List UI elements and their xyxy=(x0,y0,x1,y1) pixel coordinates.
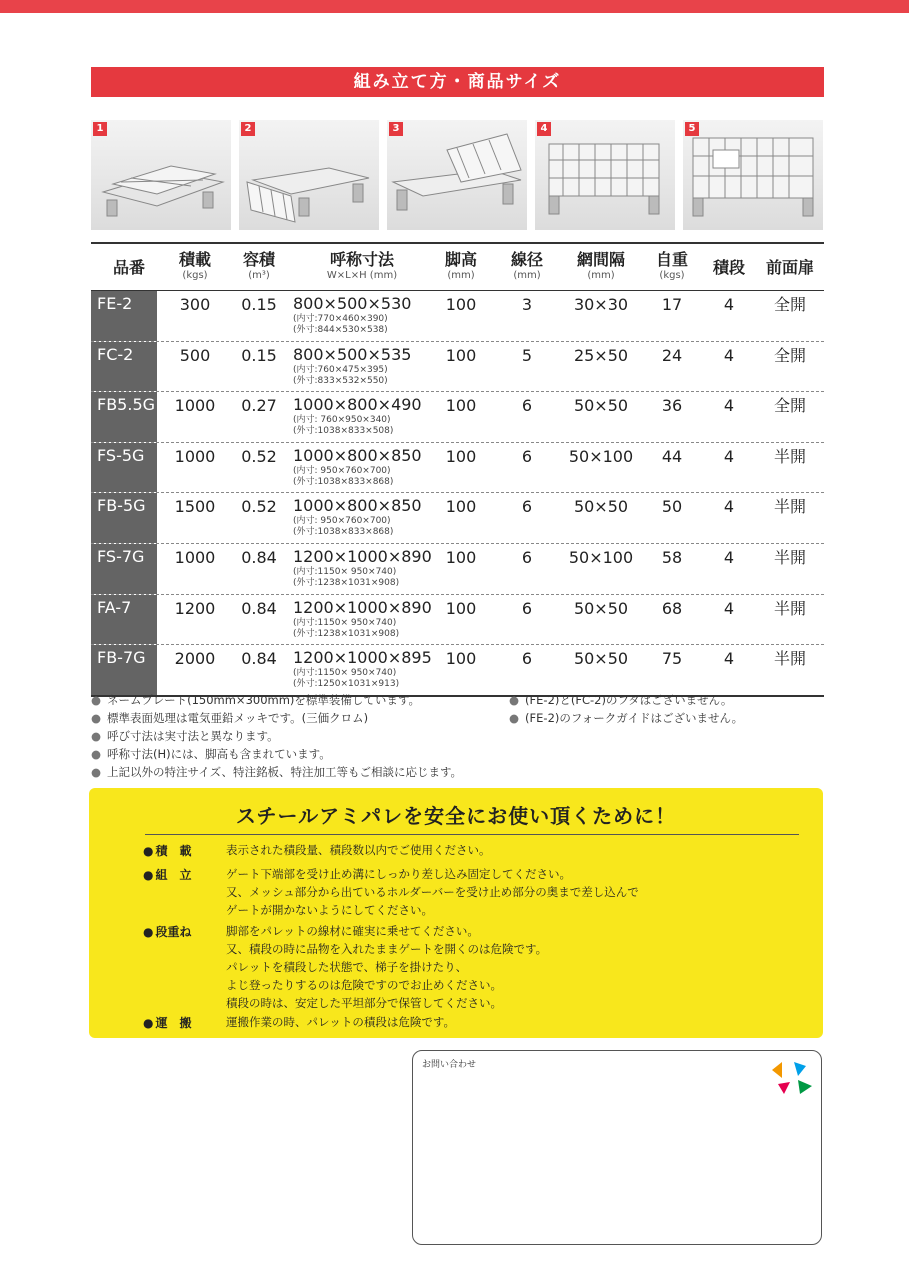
cell-dimensions xyxy=(293,345,411,387)
cell-load: 1500 xyxy=(174,497,216,517)
cell-wire: 6 xyxy=(521,547,533,567)
outer-size: (外寸:1038×833×868) xyxy=(293,527,394,538)
cell-dimensions xyxy=(293,294,411,336)
contact-label: お問い合わせ xyxy=(422,1060,477,1070)
cell-leg: 100 xyxy=(445,497,477,517)
table-row xyxy=(91,595,824,646)
safety-text: 脚部をパレットの線材に確実に乗せてください。 xyxy=(226,924,479,938)
wire-pallet-assembled-image xyxy=(683,120,823,230)
cell-vol: 0.15 xyxy=(241,345,277,365)
cell-dimensions xyxy=(293,496,422,538)
table-row xyxy=(91,493,824,544)
safety-text: ゲート下端部を受け止め溝にしっかり差し込み固定してください。 xyxy=(226,867,571,881)
outer-size: (外寸:1238×1031×908) xyxy=(293,577,400,588)
cell-mesh: 50×50 xyxy=(573,497,629,517)
cell-weight: 68 xyxy=(661,598,683,618)
safety-label-assembly: ● 組 立 xyxy=(143,866,192,883)
cell-wire: 6 xyxy=(521,649,533,669)
inner-size: (内寸:1150× 950×740) xyxy=(293,668,397,679)
product-code: FC-2 xyxy=(91,342,157,392)
safety-text: 表示された積段量、積段数以内でご使用ください。 xyxy=(226,843,491,857)
cell-mesh: 50×100 xyxy=(568,547,634,567)
table-header xyxy=(91,242,824,291)
cell-vol: 0.52 xyxy=(241,497,277,517)
header-front-door: 前面扉 xyxy=(765,258,814,277)
cell-load: 2000 xyxy=(174,649,216,669)
assembly-steps xyxy=(91,120,824,230)
cell-load: 500 xyxy=(179,345,211,365)
cell-wire: 3 xyxy=(521,295,533,314)
cell-weight: 50 xyxy=(661,497,683,517)
cell-vol: 0.84 xyxy=(241,598,277,618)
safety-label-stacking: ● 段重ね xyxy=(143,923,192,940)
nominal-size: 1200×1000×890 xyxy=(293,597,432,617)
cell-weight: 58 xyxy=(661,547,683,567)
safety-text: 積段の時は、安定した平坦部分で保管してください。 xyxy=(226,996,502,1010)
table-row xyxy=(91,544,824,595)
table-row xyxy=(91,342,824,393)
cell-weight: 24 xyxy=(661,345,683,365)
cell-load: 1000 xyxy=(174,547,216,567)
inner-size: (内寸:1150× 950×740) xyxy=(293,617,397,628)
cell-wire: 6 xyxy=(521,598,533,618)
step-image-3 xyxy=(387,120,527,230)
header-stack: 積段 xyxy=(712,258,745,277)
safety-text: パレットを積段した状態で、梯子を掛けたり、 xyxy=(226,960,468,974)
inner-size: (内寸:760×475×395) xyxy=(293,364,388,375)
cell-stack: 4 xyxy=(723,497,735,517)
safety-text: ゲートが開かないようにしてください。 xyxy=(226,903,433,917)
nominal-size: 1000×800×850 xyxy=(293,445,422,465)
cell-vol: 0.84 xyxy=(241,649,277,669)
cell-wire: 5 xyxy=(521,345,533,365)
header-load: 積載 (kgs) xyxy=(178,250,211,281)
cell-door: 全開 xyxy=(773,396,806,416)
cell-leg: 100 xyxy=(445,295,477,314)
cell-weight: 44 xyxy=(661,446,683,466)
safety-text: 運搬作業の時、パレットの積段は危険です。 xyxy=(226,1015,455,1029)
cell-load: 1200 xyxy=(174,598,216,618)
cell-wire: 6 xyxy=(521,446,533,466)
cell-door: 半開 xyxy=(773,446,806,466)
header-code: 品番 xyxy=(112,258,145,277)
step-number: 2 xyxy=(241,122,255,136)
product-code: FB-7G xyxy=(91,645,157,695)
cell-weight: 17 xyxy=(661,295,683,314)
header-leg-height: 脚高 (mm) xyxy=(444,250,477,281)
cell-stack: 4 xyxy=(723,396,735,416)
cell-mesh: 50×50 xyxy=(573,649,629,669)
table-row xyxy=(91,392,824,443)
outer-size: (外寸:1250×1031×913) xyxy=(293,679,400,690)
cell-leg: 100 xyxy=(445,547,477,567)
table-row xyxy=(91,443,824,494)
outer-size: (外寸:833×532×550) xyxy=(293,375,388,386)
note-item: ● 呼称寸法(H)には、脚高も含まれています。 xyxy=(91,746,331,762)
cell-vol: 0.52 xyxy=(241,446,277,466)
spec-table xyxy=(91,242,824,697)
cell-dimensions xyxy=(293,598,432,640)
note-item: ● 標準表面処理は電気亜鉛メッキです。(三価クロム) xyxy=(91,710,368,726)
step-number: 3 xyxy=(389,122,403,136)
cell-weight: 75 xyxy=(661,649,683,669)
section-banner: 組み立て方・商品サイズ xyxy=(91,67,824,97)
step-image-4 xyxy=(535,120,675,230)
note-item: ● 上記以外の特注サイズ、特注銘板、特注加工等もご相談に応じます。 xyxy=(91,764,462,780)
cell-door: 半開 xyxy=(773,649,806,669)
cell-leg: 100 xyxy=(445,446,477,466)
cell-stack: 4 xyxy=(723,345,735,365)
step-image-1 xyxy=(91,120,231,230)
safety-label-load: ● 積 載 xyxy=(143,842,192,859)
safety-text: よじ登ったりするのは危険ですのでお止めください。 xyxy=(226,978,502,992)
header-dimensions: 呼称寸法 W×L×H (mm) xyxy=(326,250,398,281)
inner-size: (内寸: 760×950×340) xyxy=(293,415,391,426)
cell-weight: 36 xyxy=(661,396,683,416)
safety-title: スチールアミパレを安全にお使い頂くために！ xyxy=(235,804,677,828)
cell-mesh: 50×100 xyxy=(568,446,634,466)
header-weight: 自重 (kgs) xyxy=(655,250,688,281)
cell-wire: 6 xyxy=(521,396,533,416)
safety-text: 又、積段の時に品物を入れたままゲートを開くのは危険です。 xyxy=(226,942,548,956)
safety-text: 又、メッシュ部分から出ているホルダーバーを受け止め部分の奥まで差し込んで xyxy=(226,885,639,899)
product-code: FB-5G xyxy=(91,493,157,543)
inner-size: (内寸:1150× 950×740) xyxy=(293,566,397,577)
cell-stack: 4 xyxy=(723,446,735,466)
safety-label-transport: ● 運 搬 xyxy=(143,1014,192,1031)
top-red-bar xyxy=(0,0,909,13)
contact-box xyxy=(412,1050,822,1245)
product-code: FE-2 xyxy=(91,291,157,341)
cell-dimensions xyxy=(293,446,422,488)
cell-leg: 100 xyxy=(445,598,477,618)
safety-divider xyxy=(145,834,799,835)
wire-pallet-gate-image xyxy=(239,120,379,230)
outer-size: (外寸:1238×1031×908) xyxy=(293,628,400,639)
cell-stack: 4 xyxy=(723,547,735,567)
table-body xyxy=(91,291,824,697)
cell-leg: 100 xyxy=(445,396,477,416)
cell-door: 全開 xyxy=(773,295,806,314)
product-code: FB5.5G xyxy=(91,392,157,442)
cell-door: 半開 xyxy=(773,598,806,618)
step-number: 5 xyxy=(685,122,699,136)
product-code: FS-5G xyxy=(91,443,157,493)
cell-load: 1000 xyxy=(174,446,216,466)
nominal-size: 1000×800×490 xyxy=(293,395,422,415)
cell-dimensions xyxy=(293,648,432,690)
cell-door: 全開 xyxy=(773,345,806,365)
table-row xyxy=(91,645,824,697)
cell-door: 半開 xyxy=(773,547,806,567)
cell-load: 1000 xyxy=(174,396,216,416)
header-wire-diameter: 線径 (mm) xyxy=(510,250,543,281)
nominal-size: 1200×1000×895 xyxy=(293,648,432,668)
cell-stack: 4 xyxy=(723,598,735,618)
cell-mesh: 50×50 xyxy=(573,598,629,618)
cell-mesh: 25×50 xyxy=(573,345,629,365)
header-mesh-spacing: 網間隔 (mm) xyxy=(576,250,625,281)
cell-wire: 6 xyxy=(521,497,533,517)
wire-pallet-side-raised-image xyxy=(387,120,527,230)
table-row xyxy=(91,291,824,342)
cell-vol: 0.84 xyxy=(241,547,277,567)
outer-size: (外寸:844×530×538) xyxy=(293,325,388,335)
inner-size: (内寸: 950×760×700) xyxy=(293,465,391,476)
cell-leg: 100 xyxy=(445,345,477,365)
wire-pallet-walls-image xyxy=(535,120,675,230)
note-item: ● (FE-2)と(FC-2)のフタはございません。 xyxy=(509,692,732,708)
outer-size: (外寸:1038×833×508) xyxy=(293,426,394,437)
step-image-5 xyxy=(683,120,823,230)
cell-mesh: 50×50 xyxy=(573,396,629,416)
cell-leg: 100 xyxy=(445,649,477,669)
cell-vol: 0.15 xyxy=(241,295,277,314)
step-image-2 xyxy=(239,120,379,230)
cell-stack: 4 xyxy=(723,295,735,314)
cell-mesh: 30×30 xyxy=(573,295,629,314)
nominal-size: 800×500×535 xyxy=(293,344,412,364)
safety-panel xyxy=(89,788,823,1038)
step-number: 4 xyxy=(537,122,551,136)
nominal-size: 1000×800×850 xyxy=(293,496,422,516)
inner-size: (内寸: 950×760×700) xyxy=(293,516,391,527)
wire-pallet-folded-image xyxy=(91,120,231,230)
step-number: 1 xyxy=(93,122,107,136)
cell-dimensions xyxy=(293,547,432,589)
header-volume: 容積 (m³) xyxy=(242,250,275,281)
note-item: ● (FE-2)のフォークガイドはございません。 xyxy=(509,710,743,726)
outer-size: (外寸:1038×833×868) xyxy=(293,476,394,487)
nominal-size: 1200×1000×890 xyxy=(293,546,432,566)
company-logo-icon xyxy=(768,1058,816,1098)
cell-stack: 4 xyxy=(723,649,735,669)
cell-door: 半開 xyxy=(773,497,806,517)
cell-dimensions xyxy=(293,395,422,437)
product-code: FS-7G xyxy=(91,544,157,594)
note-item: ● ネームプレート(150mm×300mm)を標準装備しています。 xyxy=(91,692,420,708)
note-item: ● 呼び寸法は実寸法と異なります。 xyxy=(91,728,279,744)
product-code: FA-7 xyxy=(91,595,157,645)
cell-load: 300 xyxy=(179,295,211,314)
inner-size: (内寸:770×460×390) xyxy=(293,314,388,324)
nominal-size: 800×500×530 xyxy=(293,294,412,313)
cell-vol: 0.27 xyxy=(241,396,277,416)
